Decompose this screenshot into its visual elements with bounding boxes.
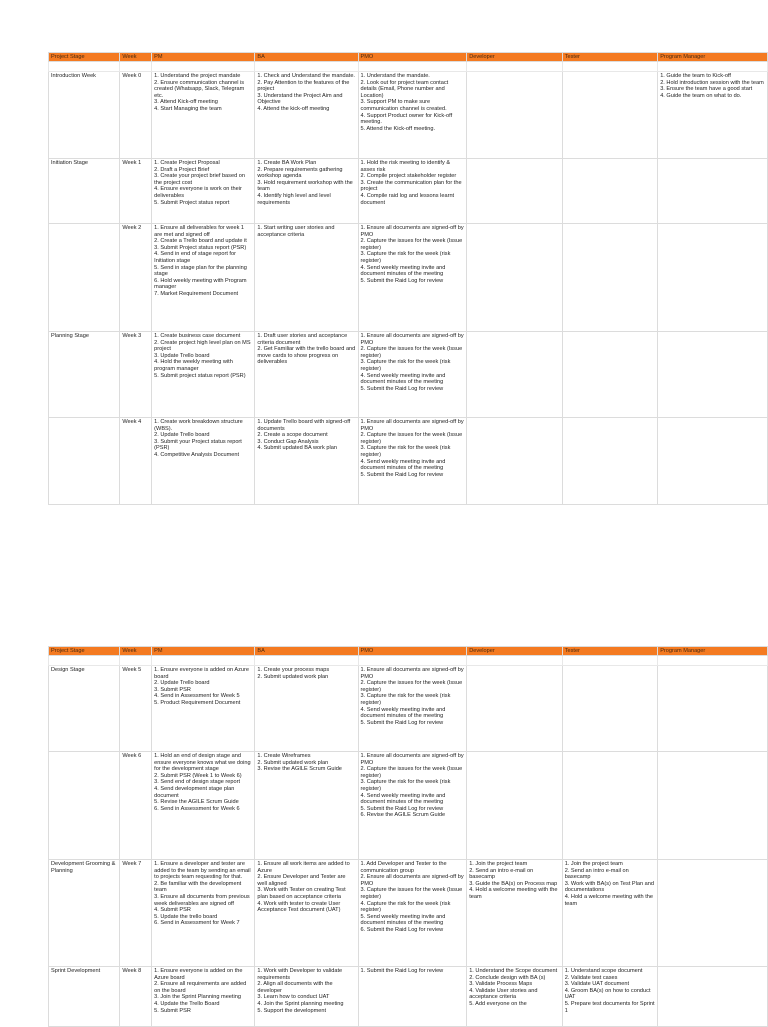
cell-developer (467, 332, 563, 418)
cell-pm: 1. Create Project Proposal 2. Draft a Project Brief 3. Create your project brief based on the project cost 4. Ensure everyone is work on their deliverables 5. Submit Project status report (152, 159, 255, 224)
cell-program-manager (658, 860, 768, 967)
cell-tester: 1. Understand scope document 2. Validate test cases 3. Validate UAT document 4. Groom BA(s) on how to conduct UAT 5. Prepare test documents for Sprint 1 (562, 967, 658, 1027)
cell-tester (562, 72, 658, 159)
cell-developer (467, 224, 563, 332)
cell-week: Week 4 (120, 418, 152, 505)
cell-project-stage: Planning Stage (49, 332, 120, 418)
cell-developer (467, 418, 563, 505)
cell-pmo: 1. Understand the mandate. 2. Look out for project team contact details (Email, Phone number and Location) 3. Support PM to make sure communication channel is created. 4. Support Product owner for Kick-off meeting. 5. Attend the Kick-off meeting. (358, 72, 467, 159)
cell-program-manager (658, 967, 768, 1027)
cell-pmo: 1. Ensure all documents are signed-off by PMO 2. Capture the issues for the week (Issue register) 3. Capture the risk for the week (risk register) 4. Send weekly meeting invite and document minutes of the meeting 5. Submit the Raid Log for review (358, 224, 467, 332)
cell-project-stage (49, 224, 120, 332)
cell-tester (562, 159, 658, 224)
header-developer: Developer (467, 53, 563, 62)
header-week: Week (120, 53, 152, 62)
cell-project-stage (49, 752, 120, 860)
cell-ba: 1. Ensure all work items are added to Azure 2. Ensure Developer and Tester are well aligned 3. Work with Tester on creating Test plan based on acceptance criteria 4. Work with tester to create User Acceptance Test document (UAT) (255, 860, 358, 967)
cell-project-stage: Sprint Development (49, 967, 120, 1027)
cell-tester (562, 332, 658, 418)
cell-program-manager (658, 332, 768, 418)
cell-developer (467, 752, 563, 860)
cell-developer (467, 72, 563, 159)
cell-ba: 1. Work with Developer to validate requirements 2. Align all documents with the developer 3. Learn how to conduct UAT 4. Join the Sprint planning meeting 5. Support the development (255, 967, 358, 1027)
cell-week: Week 1 (120, 159, 152, 224)
header-tester: Tester (562, 53, 658, 62)
cell-week: Week 3 (120, 332, 152, 418)
cell-pm: 1. Create work breakdown structure (WBS). 2. Update Trello board 3. Submit your Project status report (PSR) 4. Competitive Analysis Document (152, 418, 255, 505)
cell-program-manager (658, 666, 768, 752)
cell-program-manager (658, 224, 768, 332)
cell-program-manager (658, 752, 768, 860)
cell-project-stage (49, 418, 120, 505)
cell-pmo: 1. Ensure all documents are signed-off by PMO 2. Capture the issues for the week (Issue register) 3. Capture the risk for the week (risk register) 4. Send weekly meeting invite and document minutes of the meeting 5. Submit the Raid Log for review (358, 418, 467, 505)
cell-pmo: 1. Add Developer and Tester to the communication group 2. Ensure all documents are signed-off by PMO 3. Capture the issues for the week (Issue register) 4. Capture the risk for the week (risk register) 5. Send weekly meeting invite and document minutes of the meeting 6. Submit the Raid Log for review (358, 860, 467, 967)
table-row (49, 332, 768, 418)
cell-program-manager: 1. Guide the team to Kick-off 2. Hold introduction session with the team 3. Ensure the team have a good start 4. Guide the team on what to do. (658, 72, 768, 159)
table-row (49, 666, 768, 752)
cell-tester (562, 666, 658, 752)
cell-program-manager (658, 418, 768, 505)
cell-tester (562, 752, 658, 860)
cell-week: Week 6 (120, 752, 152, 860)
cell-pm: 1. Ensure all deliverables for week 1 are met and signed off 2. Create a Trello board and update it 3. Submit Project status report (PSR) 4. Send in end of stage report for Initiation stage 5. Send in stage plan for the planning stage 6. Hold weekly meeting with Program manager 7. Market Requirement Document (152, 224, 255, 332)
header-project-stage: Project Stage (49, 647, 120, 656)
cell-ba: 1. Draft user stories and acceptance criteria document 2. Get Familiar with the trello board and move cards to show progress on deliverables (255, 332, 358, 418)
table-row (49, 752, 768, 860)
cell-pm: 1. Create business case document 2. Create project high level plan on MS project 3. Update Trello board 4. Hold the weekly meeting with program manager 5. Submit project status report (PSR) (152, 332, 255, 418)
cell-pm: 1. Hold an end of design stage and ensure everyone knows what we doing for the development stage 2. Submit PSR (Week 1 to Week 6) 3. Send end of design stage report 4. Send development stage plan document 5. Revise the AGILE Scrum Guide 6. Send in Assessment for Week 6 (152, 752, 255, 860)
cell-developer (467, 666, 563, 752)
cell-developer: 1. Understand the Scope document 2. Conclude design with BA (s) 3. Validate Process Maps 4. Validate User stories and acceptance criteria 5. Add everyone on the (467, 967, 563, 1027)
table-row (49, 967, 768, 1027)
header-pmo: PMO (358, 647, 467, 656)
cell-pmo: 1. Submit the Raid Log for review (358, 967, 467, 1027)
table-header-row (49, 647, 768, 656)
cell-pmo: 1. Ensure all documents are signed-off by PMO 2. Capture the issues for the week (Issue register) 3. Capture the risk for the week (risk register) 4. Send weekly meeting invite and document minutes of the meeting 5. Submit the Raid Log for review (358, 666, 467, 752)
header-pmo: PMO (358, 53, 467, 62)
project-plan-table-1 (48, 52, 768, 505)
cell-ba: 1. Update Trello board with signed-off documents 2. Create a scope document 3. Conduct Gap Analysis 4. Submit updated BA work plan (255, 418, 358, 505)
cell-tester (562, 224, 658, 332)
cell-pm: 1. Understand the project mandate 2. Ensure communication channel is created (Whatsapp, Slack, Telegram etc. 3. Attend Kick-off meeting 4. Start Managing the team (152, 72, 255, 159)
cell-tester: 1. Join the project team 2. Send an intro e-mail on basecamp 3. Work with BA(s) on Test Plan and documentations 4. Hold a welcome meeting with the team (562, 860, 658, 967)
header-program-manager: Program Manager (658, 53, 768, 62)
header-ba: BA (255, 647, 358, 656)
header-tester: Tester (562, 647, 658, 656)
table-row (49, 418, 768, 505)
header-project-stage: Project Stage (49, 53, 120, 62)
header-pm: PM (152, 53, 255, 62)
cell-project-stage: Introduction Week (49, 72, 120, 159)
cell-week: Week 0 (120, 72, 152, 159)
cell-week: Week 8 (120, 967, 152, 1027)
cell-pm: 1. Ensure everyone is added on the Azure board 2. Ensure all requirements are added on the board 3. Join the Sprint Planning meeting 4. Update the Trello Board 5. Submit PSR (152, 967, 255, 1027)
header-pm: PM (152, 647, 255, 656)
cell-ba: 1. Check and Understand the mandate. 2. Pay Attention to the features of the project 3. Understand the Project Aim and Objective 4. Attend the kick-off meeting (255, 72, 358, 159)
cell-ba: 1. Create your process maps 2. Submit updated work plan (255, 666, 358, 752)
table-row (49, 224, 768, 332)
table-body (49, 72, 768, 505)
header-week: Week (120, 647, 152, 656)
cell-program-manager (658, 159, 768, 224)
cell-pmo: 1. Ensure all documents are signed-off by PMO 2. Capture the issues for the week (Issue register) 3. Capture the risk for the week (risk register) 4. Send weekly meeting invite and document minutes of the meeting 5. Submit the Raid Log for review 6. Revise the AGILE Scrum Guide (358, 752, 467, 860)
cell-ba: 1. Create Wireframes 2. Submit updated work plan 3. Revise the AGILE Scrum Guide (255, 752, 358, 860)
header-ba: BA (255, 53, 358, 62)
table-header-row (49, 53, 768, 62)
cell-project-stage: Development Grooming & Planning (49, 860, 120, 967)
cell-developer: 1. Join the project team 2. Send an intro e-mail on basecamp 3. Guide the BA(s) on Process map 4. Hold a welcome meeting with the team (467, 860, 563, 967)
table-body (49, 666, 768, 1027)
cell-tester (562, 418, 658, 505)
cell-pm: 1. Ensure a developer and tester are added to the team by sending an email to projects team requesting for that. 2. Be familiar with the development team 3. Ensure all documents from previous week deliverables are signed off 4. Submit PSR 5. Update the trello board 6. Send in Assessment for Week 7 (152, 860, 255, 967)
cell-project-stage: Design Stage (49, 666, 120, 752)
cell-week: Week 5 (120, 666, 152, 752)
cell-pmo: 1. Hold the risk meeting to identify & asses risk 2. Compile project stakeholder register 3. Create the communication plan for the project 4. Compile raid log and lessons learnt document (358, 159, 467, 224)
cell-project-stage: Initiation Stage (49, 159, 120, 224)
cell-week: Week 2 (120, 224, 152, 332)
table-row (49, 860, 768, 967)
cell-ba: 1. Start writing user stories and acceptance criteria (255, 224, 358, 332)
cell-ba: 1. Create BA Work Plan 2. Prepare requirements gathering workshop agenda 3. Hold requirement workshop with the team 4. Identify high level and level requirements (255, 159, 358, 224)
cell-pm: 1. Ensure everyone is added on Azure board 2. Update Trello board 3. Submit PSR 4. Send in Assessment for Week 5 5. Product Requirement Document (152, 666, 255, 752)
header-program-manager: Program Manager (658, 647, 768, 656)
table-row (49, 159, 768, 224)
cell-developer (467, 159, 563, 224)
cell-week: Week 7 (120, 860, 152, 967)
project-plan-table-2 (48, 646, 768, 1027)
header-developer: Developer (467, 647, 563, 656)
table-row (49, 72, 768, 159)
cell-pmo: 1. Ensure all documents are signed-off by PMO 2. Capture the issues for the week (Issue register) 3. Capture the risk for the week (risk register) 4. Send weekly meeting invite and document minutes of the meeting 5. Submit the Raid Log for review (358, 332, 467, 418)
